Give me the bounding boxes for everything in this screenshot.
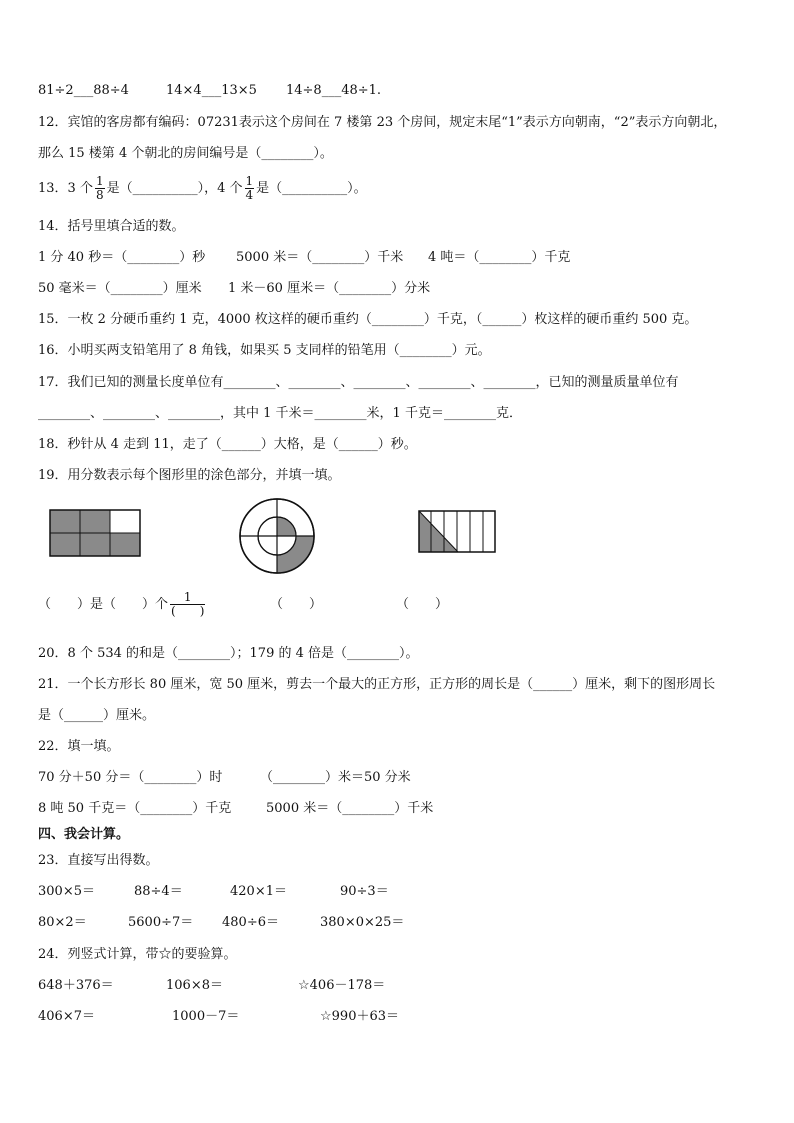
section-heading: 四、我会计算。 — [38, 827, 130, 842]
q14-item: 5000 米＝（________）千米 — [236, 250, 404, 265]
calc-item: 420×1＝ — [230, 884, 287, 899]
calc-item: 480÷6＝ — [222, 915, 279, 930]
q19-answer-3: （ ） — [396, 597, 449, 612]
q19-answer-1: （ ）是（ ）个 — [38, 597, 169, 612]
fraction-den: 4 — [245, 188, 254, 202]
q14-item: 1 米－60 厘米＝（________）分米 — [228, 281, 431, 296]
fraction-den: ( ) — [171, 604, 205, 618]
q13-text-a: 13．3 个 — [38, 181, 93, 196]
q23-title: 23．直接写出得数。 — [38, 853, 159, 868]
calc-item: 406×7＝ — [38, 1009, 95, 1024]
fraction-unit — [170, 591, 205, 618]
q14-title: 14．括号里填合适的数。 — [38, 219, 185, 234]
q18: 18．秒针从 4 走到 11，走了（______）大格，是（______）秒。 — [38, 437, 417, 452]
q17-line1: 17．我们已知的测量长度单位有________、________、________、________、________，已知的测量质量单位有 — [38, 375, 679, 390]
q22-row1 — [38, 769, 411, 787]
q13-text-c: 是（__________）。 — [256, 181, 367, 196]
q20: 20．8 个 534 的和是（________）；179 的 4 倍是（________）。 — [38, 646, 419, 661]
fraction-num: 1 — [170, 591, 205, 605]
compare-1: 81÷2___88÷4 — [38, 83, 129, 98]
calc-item: 106×8＝ — [166, 978, 223, 993]
fraction-one-eighth — [95, 175, 105, 202]
calc-item: 648＋376＝ — [38, 978, 114, 993]
q14-item: 1 分 40 秒＝（________）秒 — [38, 250, 206, 265]
fraction-num: 1 — [95, 174, 104, 188]
figure-circles — [238, 497, 316, 575]
q22-item: （________）米＝50 分米 — [260, 770, 411, 785]
q19-answers — [38, 586, 449, 624]
figure-grid — [49, 509, 143, 557]
q14-row1 — [38, 249, 571, 267]
q17-line2: ________、________、________，其中 1 千米＝________米，1 千克＝________克． — [38, 406, 522, 421]
compare-3: 14÷8___48÷1. — [286, 83, 382, 98]
fraction-one-quarter — [245, 175, 255, 202]
q22-item: 5000 米＝（________）千米 — [266, 801, 434, 816]
calc-item: 1000－7＝ — [172, 1009, 240, 1024]
q21-line2: 是（______）厘米。 — [38, 708, 156, 723]
calc-item: 300×5＝ — [38, 884, 95, 899]
calc-item: ☆990＋63＝ — [320, 1009, 400, 1024]
q13 — [38, 174, 367, 204]
compare-line — [38, 82, 382, 100]
q22-title: 22．填一填。 — [38, 739, 120, 754]
calc-item: ☆406－178＝ — [298, 978, 386, 993]
fraction-den: 8 — [95, 188, 104, 202]
compare-2: 14×4___13×5 — [166, 83, 257, 98]
calc-item: 90÷3＝ — [340, 884, 389, 899]
calc-item: 88÷4＝ — [134, 884, 183, 899]
calc-item: 380×0×25＝ — [320, 915, 405, 930]
q12-line2: 那么 15 楼第 4 个朝北的房间编号是（________）。 — [38, 146, 333, 161]
fraction-num: 1 — [245, 174, 254, 188]
q15: 15．一枚 2 分硬币重约 1 克，4000 枚这样的硬币重约（________）千克，（______）枚这样的硬币重约 500 克。 — [38, 312, 698, 327]
q13-text-b: 是（__________），4 个 — [106, 181, 243, 196]
q23-row2 — [38, 914, 405, 932]
q14-item: 50 毫米＝（________）厘米 — [38, 281, 202, 296]
q24-row1 — [38, 977, 386, 995]
q14-item: 4 吨＝（________）千克 — [428, 250, 571, 265]
q19-answer-2: （ ） — [270, 597, 323, 612]
q24-title: 24．列竖式计算，带☆的要验算。 — [38, 947, 237, 962]
q19-title: 19．用分数表示每个图形里的涂色部分，并填一填。 — [38, 468, 341, 483]
q12-line1: 12．宾馆的客房都有编码：07231表示这个房间在 7 楼第 23 个房间，规定末尾“1”表示方向朝南，“2”表示方向朝北， — [38, 115, 727, 130]
q21-line1: 21．一个长方形长 80 厘米，宽 50 厘米，剪去一个最大的正方形，正方形的周长是（______）厘米，剩下的图形周长 — [38, 677, 716, 692]
q24-row2 — [38, 1008, 400, 1026]
q14-row2 — [38, 280, 431, 298]
q22-item: 70 分＋50 分＝（________）时 — [38, 770, 223, 785]
q22-row2 — [38, 800, 434, 818]
q16: 16．小明买两支铅笔用了 8 角钱，如果买 5 支同样的铅笔用（________）元。 — [38, 343, 491, 358]
figure-strips — [418, 510, 498, 554]
calc-item: 80×2＝ — [38, 915, 87, 930]
q23-row1 — [38, 883, 389, 901]
q22-item: 8 吨 50 千克＝（________）千克 — [38, 801, 232, 816]
calc-item: 5600÷7＝ — [128, 915, 194, 930]
